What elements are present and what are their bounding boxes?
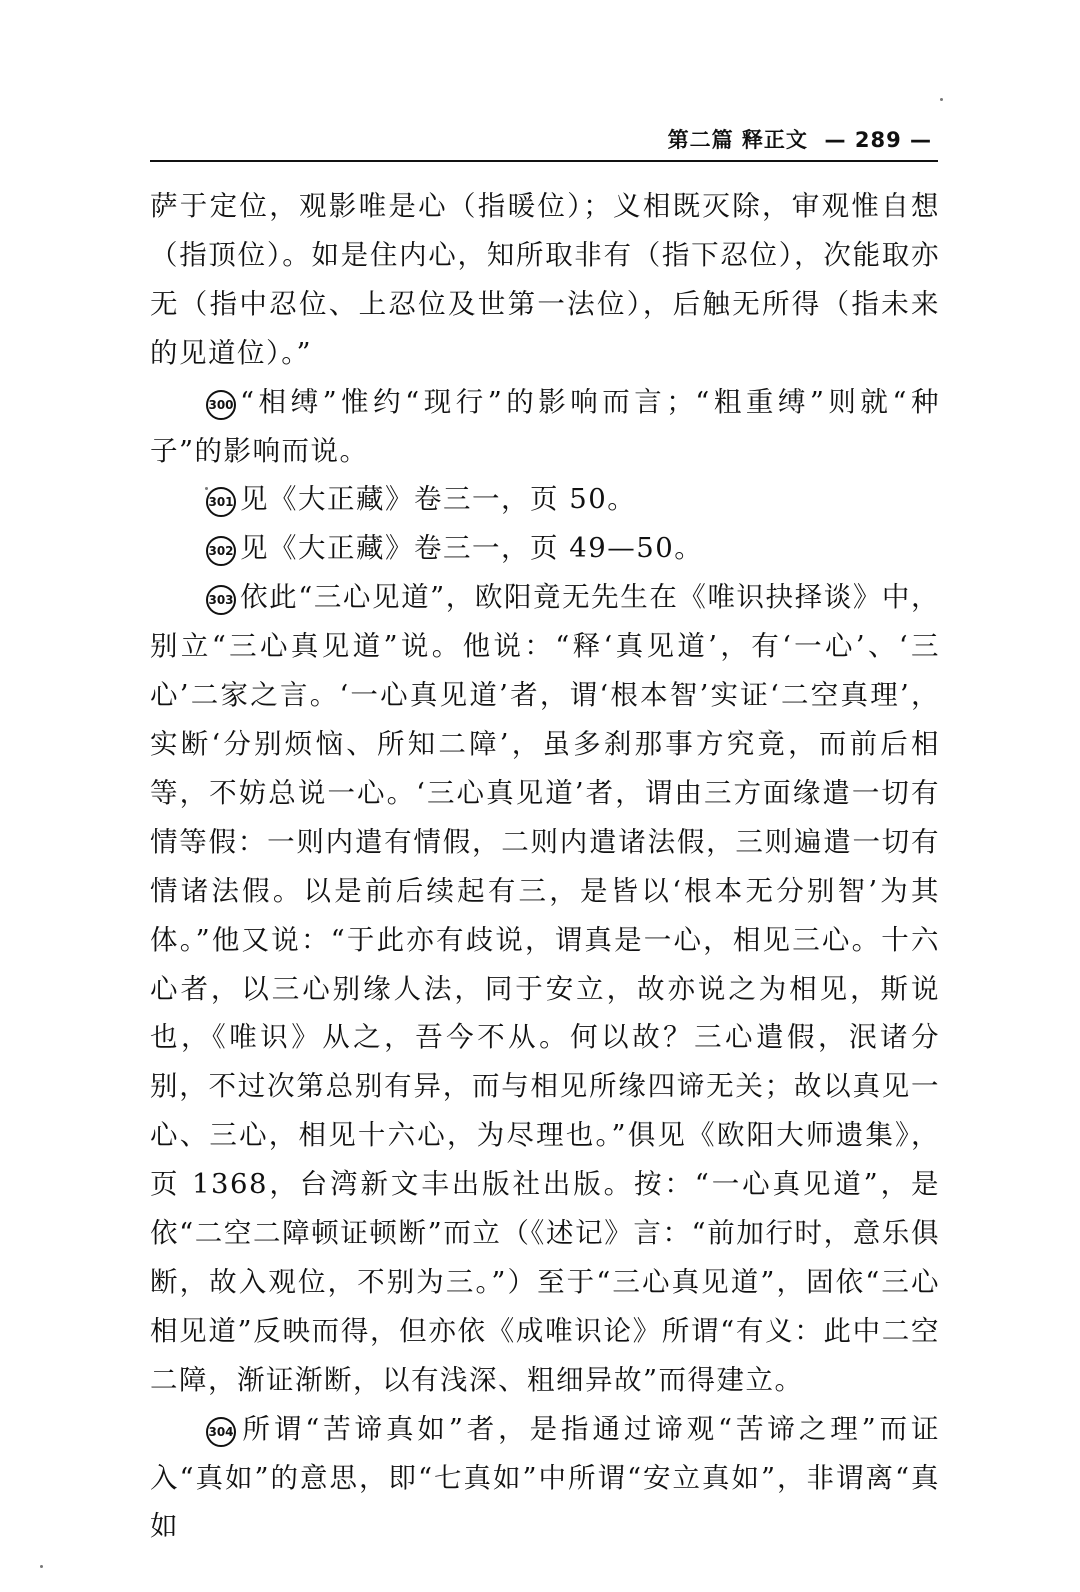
note-number-304: 304 — [206, 1417, 236, 1447]
note-303-text: 依此“三心见道”，欧阳竟无先生在《唯识抉择谈》中，别立“三心真见道”说。他说：“释‘真见道’，有‘一心’、‘三心’二家之言。‘一心真见道’者，谓‘根本智’实证‘二空真理’，实断‘分别烦恼、所知二障’，虽多刹那事方究竟，而前后相等，不妨总说一心。‘三心真见道’者，谓由三方面缘遣一切有情等假：一则内遣有情假，二则内遣诸法假，三则遍遣一切有情诸法假。以是前后续起有三，是皆以‘根本无分别智’为其体。”他又说：“于此亦有歧说，谓真是一心，相见三心。十六心者，以三心别缘人法，同于安立，故亦说之为相见，斯说也，《唯识》从之，吾今不从。何以故？三心遣假，泯诸分别，不过次第总别有异，而与相见所缘四谛无关；故以真见一心、三心，相见十六心，为尽理也。”俱见《欧阳大师遗集》，页 1368，台湾新文丰出版社出版。按：“一心真见道”，是依“二空二障顿证顿断”而立（《述记》言：“前加行时，意乐俱断，故入观位，不别为三。”）至于“三心真见道”，固依“三心相见道”反映而得，但亦依《成唯识论》所谓“有义：此中二空二障，渐证渐断，以有浅深、粗细异故”而得建立。 — [150, 581, 940, 1396]
running-header — [150, 122, 938, 162]
note-302 — [150, 524, 940, 573]
note-number-300: 300 — [206, 390, 236, 420]
header-title: 释正文 — [741, 128, 808, 152]
header-text — [668, 124, 932, 154]
page-number: 289 — [854, 128, 902, 152]
note-300 — [150, 378, 940, 476]
header-dash-left: — — [824, 128, 847, 152]
note-304-text: 所谓“苦谛真如”者，是指通过谛观“苦谛之理”而证入“真如”的意思，即“七真如”中所谓“安立真如”，非谓离“真如 — [150, 1412, 940, 1543]
note-number-301: 301 — [206, 487, 236, 517]
scan-speck — [40, 1565, 43, 1568]
note-303 — [150, 573, 940, 1404]
scan-speck — [940, 98, 943, 101]
note-number-303: 303 — [206, 585, 236, 615]
note-300-text: “相缚”惟约“现行”的影响而言；“粗重缚”则就“种子”的影响而说。 — [150, 385, 940, 467]
page-body — [150, 182, 940, 1551]
paragraph-continued: 萨于定位，观影唯是心（指暖位）；义相既灭除，审观惟自想（指顶位）。如是住内心，知所取非有（指下忍位），次能取亦无（指中忍位、上忍位及世第一法位），后触无所得（指未来的见道位）。” — [150, 190, 940, 369]
header-part: 第二篇 — [667, 128, 734, 152]
header-dash-right: — — [910, 128, 932, 152]
note-302-text: 见《大正藏》卷三一，页 49—50。 — [240, 532, 704, 565]
note-304 — [150, 1405, 940, 1552]
note-301-text: 见《大正藏》卷三一，页 50。 — [240, 483, 637, 516]
scan-speck — [205, 487, 208, 490]
note-301 — [150, 475, 940, 524]
note-number-302: 302 — [206, 536, 236, 566]
